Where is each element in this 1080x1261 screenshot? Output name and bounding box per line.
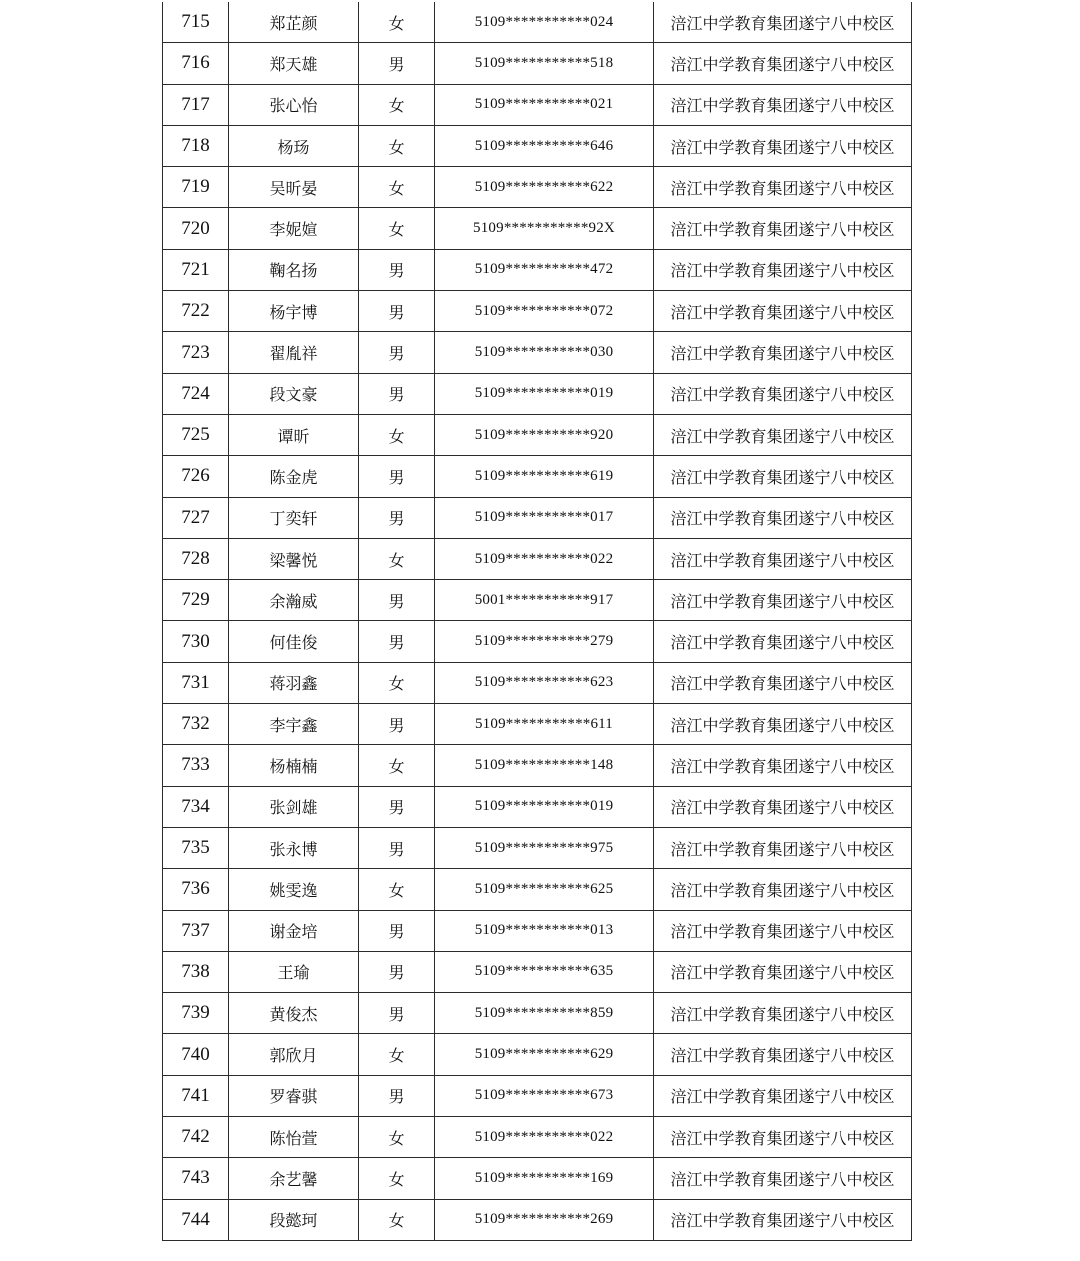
row-number: 737 — [163, 910, 229, 951]
table-row — [163, 662, 912, 703]
masked-id-number: 5109***********022 — [435, 538, 654, 579]
student-gender: 男 — [359, 249, 435, 290]
table-row — [163, 1075, 912, 1116]
student-name: 李妮媗 — [229, 208, 359, 249]
row-number: 718 — [163, 125, 229, 166]
masked-id-number: 5109***********92X — [435, 208, 654, 249]
masked-id-number: 5109***********611 — [435, 704, 654, 745]
row-number: 725 — [163, 414, 229, 455]
school-name: 涪江中学教育集团遂宁八中校区 — [654, 167, 912, 208]
student-name: 段懿珂 — [229, 1199, 359, 1240]
school-name: 涪江中学教育集团遂宁八中校区 — [654, 910, 912, 951]
masked-id-number: 5109***********021 — [435, 84, 654, 125]
masked-id-number: 5109***********623 — [435, 662, 654, 703]
masked-id-number: 5109***********148 — [435, 745, 654, 786]
row-number: 738 — [163, 951, 229, 992]
row-number: 716 — [163, 43, 229, 84]
school-name: 涪江中学教育集团遂宁八中校区 — [654, 786, 912, 827]
student-gender: 女 — [359, 2, 435, 43]
school-name: 涪江中学教育集团遂宁八中校区 — [654, 208, 912, 249]
masked-id-number: 5109***********619 — [435, 456, 654, 497]
student-gender: 女 — [359, 125, 435, 166]
school-name: 涪江中学教育集团遂宁八中校区 — [654, 621, 912, 662]
row-number: 719 — [163, 167, 229, 208]
masked-id-number: 5109***********625 — [435, 869, 654, 910]
row-number: 728 — [163, 538, 229, 579]
table-row — [163, 497, 912, 538]
row-number: 727 — [163, 497, 229, 538]
student-gender: 女 — [359, 662, 435, 703]
table-row — [163, 208, 912, 249]
student-gender: 男 — [359, 621, 435, 662]
student-gender: 女 — [359, 208, 435, 249]
masked-id-number: 5109***********022 — [435, 1117, 654, 1158]
student-gender: 女 — [359, 1117, 435, 1158]
school-name: 涪江中学教育集团遂宁八中校区 — [654, 538, 912, 579]
school-name: 涪江中学教育集团遂宁八中校区 — [654, 1199, 912, 1240]
student-name: 谢金培 — [229, 910, 359, 951]
table-row — [163, 84, 912, 125]
school-name: 涪江中学教育集团遂宁八中校区 — [654, 43, 912, 84]
school-name: 涪江中学教育集团遂宁八中校区 — [654, 249, 912, 290]
row-number: 732 — [163, 704, 229, 745]
table-row — [163, 621, 912, 662]
school-name: 涪江中学教育集团遂宁八中校区 — [654, 745, 912, 786]
masked-id-number: 5109***********269 — [435, 1199, 654, 1240]
masked-id-number: 5109***********072 — [435, 291, 654, 332]
student-name: 何佳俊 — [229, 621, 359, 662]
masked-id-number: 5109***********279 — [435, 621, 654, 662]
student-name: 李宇鑫 — [229, 704, 359, 745]
student-gender: 男 — [359, 291, 435, 332]
student-name: 陈金虎 — [229, 456, 359, 497]
student-name: 鞠名扬 — [229, 249, 359, 290]
table-row — [163, 332, 912, 373]
student-name: 余瀚威 — [229, 580, 359, 621]
row-number: 729 — [163, 580, 229, 621]
row-number: 743 — [163, 1158, 229, 1199]
masked-id-number: 5109***********518 — [435, 43, 654, 84]
student-gender: 女 — [359, 84, 435, 125]
student-name: 吴昕晏 — [229, 167, 359, 208]
school-name: 涪江中学教育集团遂宁八中校区 — [654, 1158, 912, 1199]
row-number: 741 — [163, 1075, 229, 1116]
table-row — [163, 745, 912, 786]
row-number: 730 — [163, 621, 229, 662]
masked-id-number: 5109***********859 — [435, 993, 654, 1034]
student-name: 蒋羽鑫 — [229, 662, 359, 703]
school-name: 涪江中学教育集团遂宁八中校区 — [654, 497, 912, 538]
school-name: 涪江中学教育集团遂宁八中校区 — [654, 125, 912, 166]
student-gender: 女 — [359, 745, 435, 786]
student-gender: 男 — [359, 827, 435, 868]
student-name: 姚雯逸 — [229, 869, 359, 910]
school-name: 涪江中学教育集团遂宁八中校区 — [654, 662, 912, 703]
masked-id-number: 5109***********030 — [435, 332, 654, 373]
masked-id-number: 5109***********472 — [435, 249, 654, 290]
table-row — [163, 291, 912, 332]
row-number: 723 — [163, 332, 229, 373]
row-number: 740 — [163, 1034, 229, 1075]
student-gender: 女 — [359, 538, 435, 579]
school-name: 涪江中学教育集团遂宁八中校区 — [654, 993, 912, 1034]
student-name: 杨玚 — [229, 125, 359, 166]
student-gender: 男 — [359, 580, 435, 621]
student-name: 余艺馨 — [229, 1158, 359, 1199]
masked-id-number: 5109***********019 — [435, 373, 654, 414]
masked-id-number: 5109***********975 — [435, 827, 654, 868]
student-name: 翟胤祥 — [229, 332, 359, 373]
roster-body — [163, 2, 912, 1240]
school-name: 涪江中学教育集团遂宁八中校区 — [654, 373, 912, 414]
masked-id-number: 5109***********629 — [435, 1034, 654, 1075]
masked-id-number: 5109***********673 — [435, 1075, 654, 1116]
masked-id-number: 5109***********169 — [435, 1158, 654, 1199]
student-gender: 男 — [359, 373, 435, 414]
row-number: 735 — [163, 827, 229, 868]
student-name: 杨宇博 — [229, 291, 359, 332]
school-name: 涪江中学教育集团遂宁八中校区 — [654, 827, 912, 868]
table-row — [163, 951, 912, 992]
school-name: 涪江中学教育集团遂宁八中校区 — [654, 332, 912, 373]
row-number: 736 — [163, 869, 229, 910]
school-name: 涪江中学教育集团遂宁八中校区 — [654, 1075, 912, 1116]
table-row — [163, 786, 912, 827]
row-number: 739 — [163, 993, 229, 1034]
school-name: 涪江中学教育集团遂宁八中校区 — [654, 291, 912, 332]
school-name: 涪江中学教育集团遂宁八中校区 — [654, 414, 912, 455]
masked-id-number: 5109***********024 — [435, 2, 654, 43]
student-name: 郑芷颜 — [229, 2, 359, 43]
table-row — [163, 1034, 912, 1075]
student-gender: 女 — [359, 1158, 435, 1199]
student-name: 黄俊杰 — [229, 993, 359, 1034]
row-number: 726 — [163, 456, 229, 497]
masked-id-number: 5109***********646 — [435, 125, 654, 166]
table-row — [163, 167, 912, 208]
student-gender: 女 — [359, 167, 435, 208]
table-row — [163, 414, 912, 455]
row-number: 734 — [163, 786, 229, 827]
student-gender: 女 — [359, 869, 435, 910]
table-row — [163, 993, 912, 1034]
table-row — [163, 456, 912, 497]
masked-id-number: 5109***********013 — [435, 910, 654, 951]
masked-id-number: 5109***********019 — [435, 786, 654, 827]
school-name: 涪江中学教育集团遂宁八中校区 — [654, 869, 912, 910]
school-name: 涪江中学教育集团遂宁八中校区 — [654, 84, 912, 125]
table-row — [163, 1158, 912, 1199]
student-name: 张心怡 — [229, 84, 359, 125]
student-gender: 男 — [359, 704, 435, 745]
table-row — [163, 43, 912, 84]
row-number: 722 — [163, 291, 229, 332]
table-row — [163, 538, 912, 579]
school-name: 涪江中学教育集团遂宁八中校区 — [654, 2, 912, 43]
masked-id-number: 5109***********635 — [435, 951, 654, 992]
row-number: 724 — [163, 373, 229, 414]
student-gender: 男 — [359, 1075, 435, 1116]
row-number: 744 — [163, 1199, 229, 1240]
student-gender: 男 — [359, 332, 435, 373]
masked-id-number: 5109***********920 — [435, 414, 654, 455]
student-name: 谭昕 — [229, 414, 359, 455]
student-gender: 男 — [359, 456, 435, 497]
row-number: 742 — [163, 1117, 229, 1158]
student-gender: 男 — [359, 910, 435, 951]
student-name: 段文豪 — [229, 373, 359, 414]
student-gender: 女 — [359, 1034, 435, 1075]
student-gender: 男 — [359, 497, 435, 538]
student-name: 陈怡萱 — [229, 1117, 359, 1158]
masked-id-number: 5109***********622 — [435, 167, 654, 208]
row-number: 720 — [163, 208, 229, 249]
table-row — [163, 580, 912, 621]
school-name: 涪江中学教育集团遂宁八中校区 — [654, 456, 912, 497]
table-row — [163, 249, 912, 290]
student-gender: 男 — [359, 43, 435, 84]
table-row — [163, 2, 912, 43]
student-name: 罗睿骐 — [229, 1075, 359, 1116]
student-name: 梁馨悦 — [229, 538, 359, 579]
student-gender: 男 — [359, 786, 435, 827]
table-row — [163, 869, 912, 910]
row-number: 733 — [163, 745, 229, 786]
roster-table — [162, 2, 912, 1241]
student-gender: 男 — [359, 993, 435, 1034]
student-name: 张剑雄 — [229, 786, 359, 827]
school-name: 涪江中学教育集团遂宁八中校区 — [654, 580, 912, 621]
table-row — [163, 1117, 912, 1158]
school-name: 涪江中学教育集团遂宁八中校区 — [654, 704, 912, 745]
student-name: 郑天雄 — [229, 43, 359, 84]
masked-id-number: 5109***********017 — [435, 497, 654, 538]
table-row — [163, 704, 912, 745]
student-gender: 女 — [359, 414, 435, 455]
row-number: 715 — [163, 2, 229, 43]
student-name: 张永博 — [229, 827, 359, 868]
school-name: 涪江中学教育集团遂宁八中校区 — [654, 1117, 912, 1158]
student-gender: 男 — [359, 951, 435, 992]
student-name: 王瑜 — [229, 951, 359, 992]
table-row — [163, 373, 912, 414]
school-name: 涪江中学教育集团遂宁八中校区 — [654, 951, 912, 992]
school-name: 涪江中学教育集团遂宁八中校区 — [654, 1034, 912, 1075]
row-number: 721 — [163, 249, 229, 290]
row-number: 731 — [163, 662, 229, 703]
table-row — [163, 910, 912, 951]
table-row — [163, 827, 912, 868]
row-number: 717 — [163, 84, 229, 125]
table-row — [163, 1199, 912, 1240]
student-name: 郭欣月 — [229, 1034, 359, 1075]
table-row — [163, 125, 912, 166]
student-name: 杨楠楠 — [229, 745, 359, 786]
student-name: 丁奕轩 — [229, 497, 359, 538]
student-gender: 女 — [359, 1199, 435, 1240]
masked-id-number: 5001***********917 — [435, 580, 654, 621]
